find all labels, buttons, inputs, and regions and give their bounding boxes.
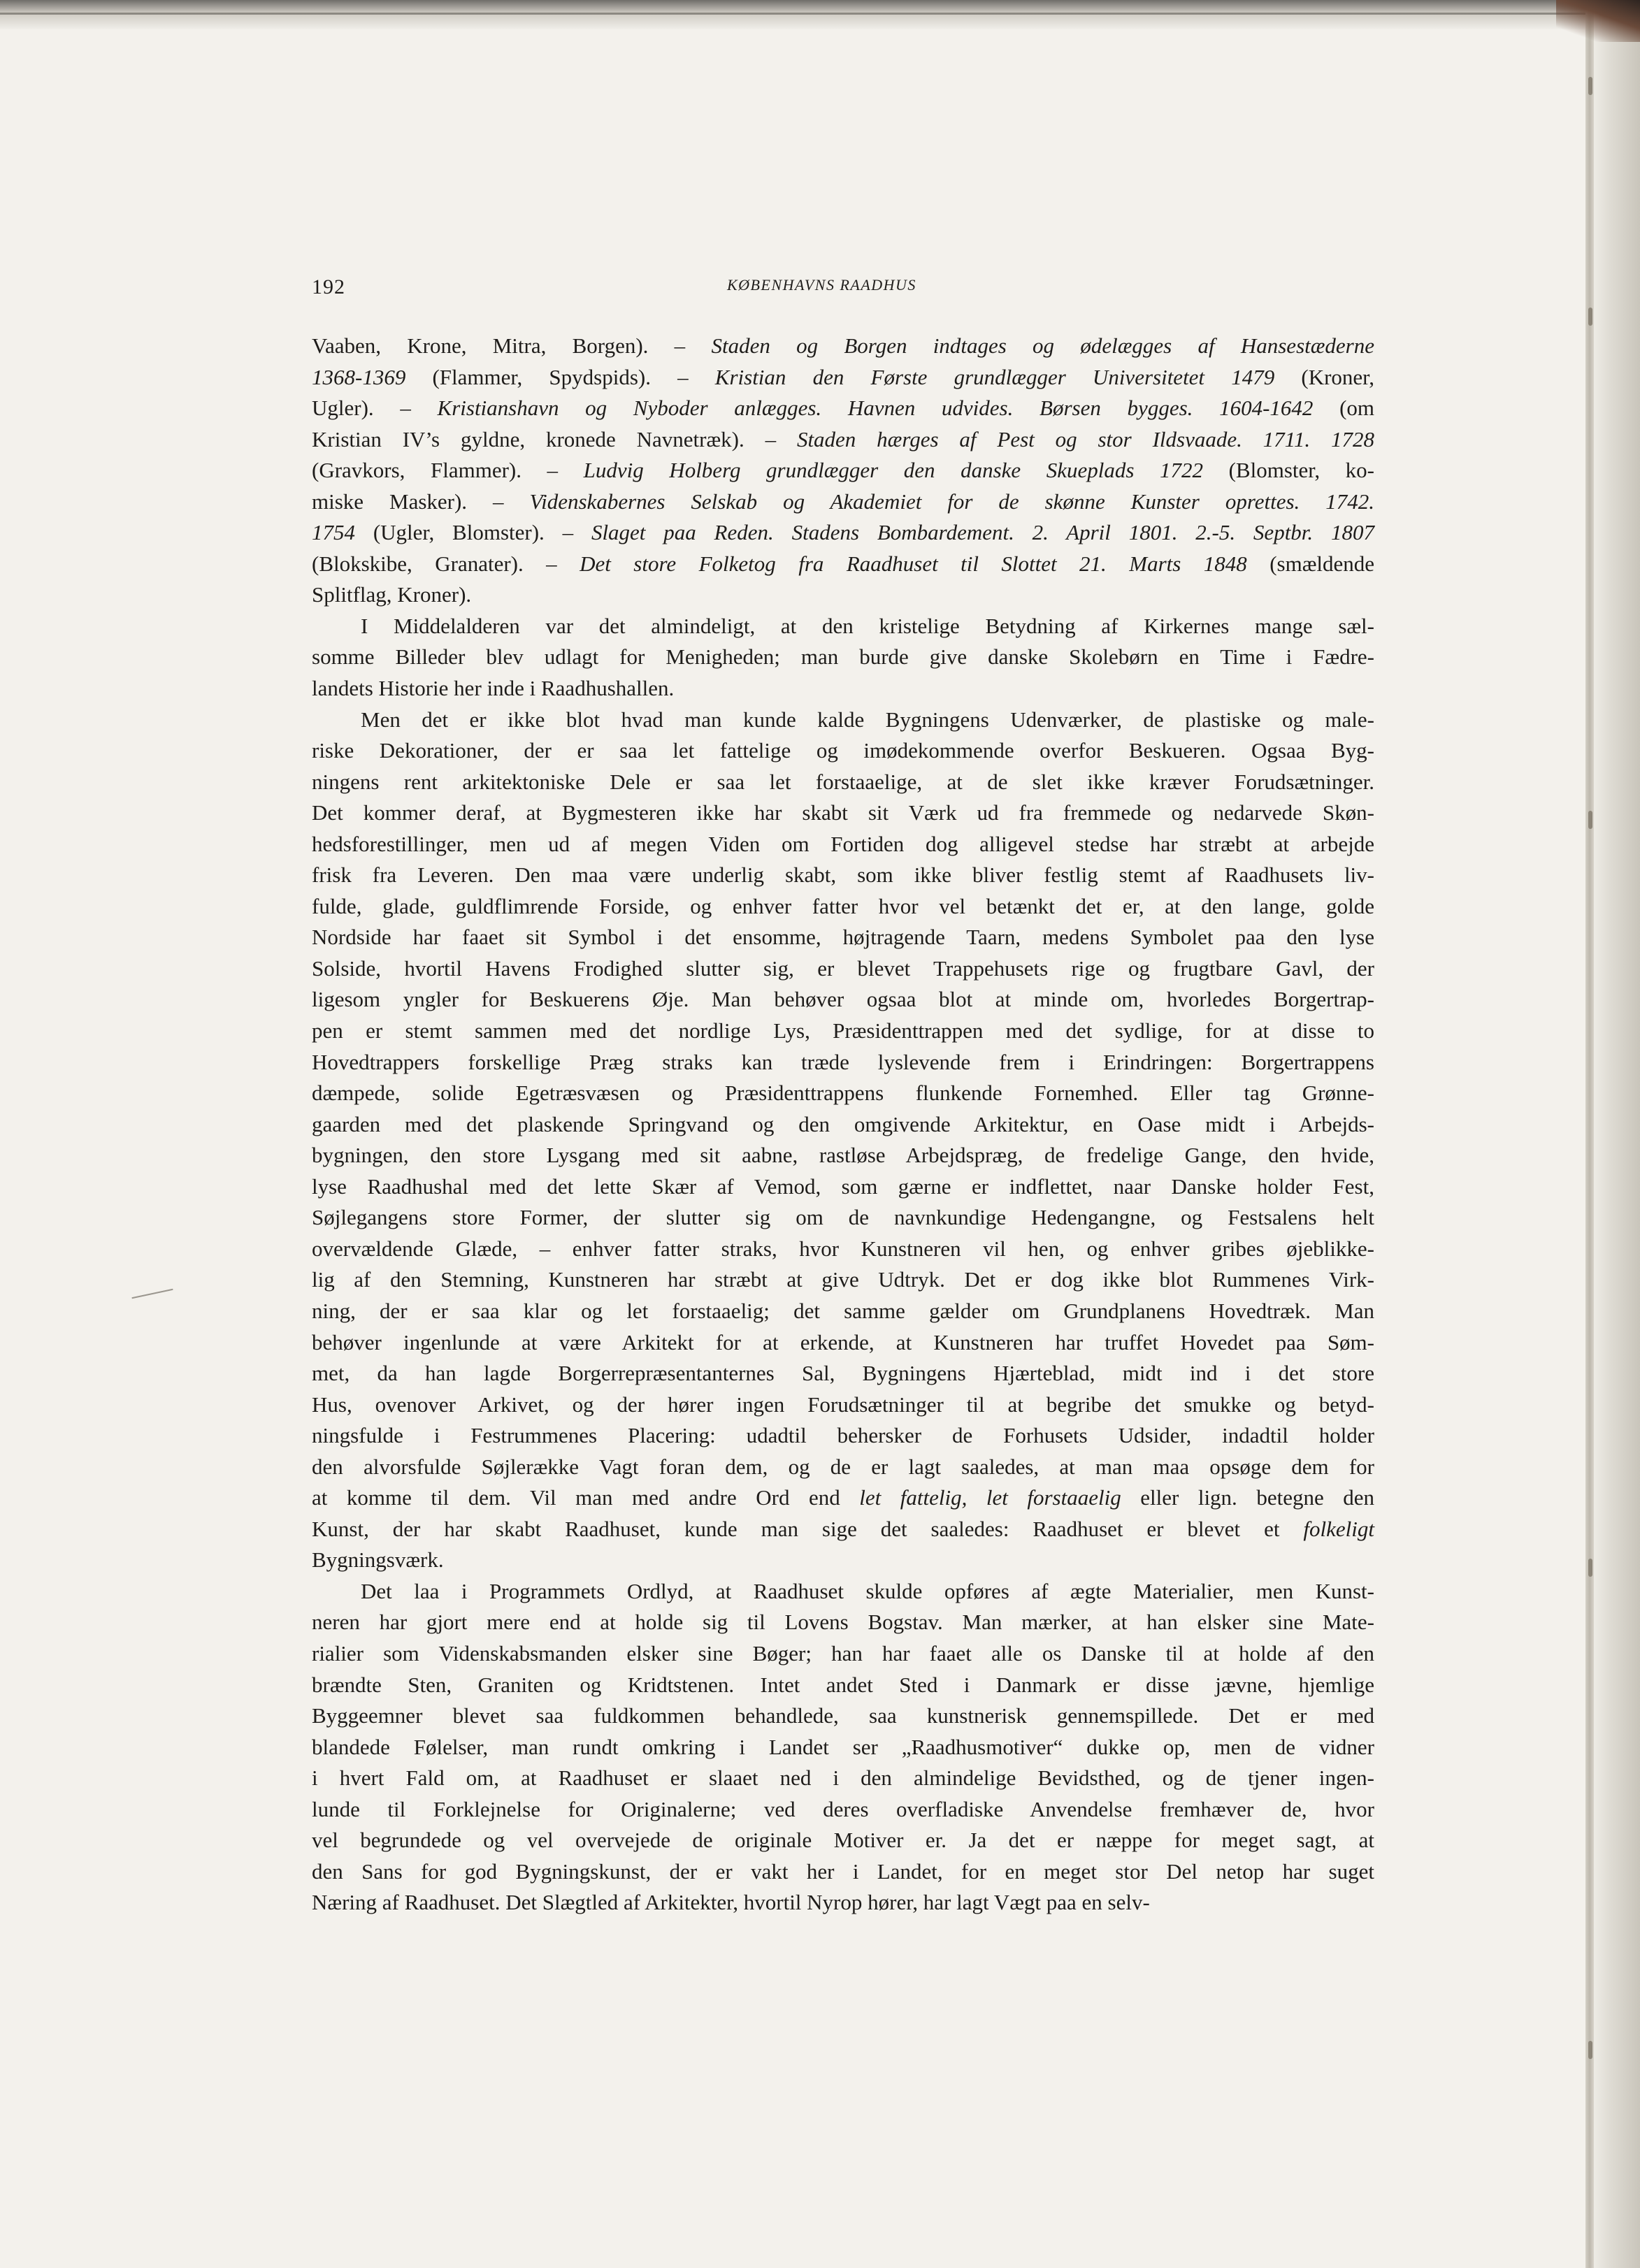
text-run: Kunst, der har skabt Raadhuset, kunde man sige det saaledes: Raadhuset er blevet et	[312, 1516, 1304, 1541]
text-line	[312, 1358, 1374, 1389]
text-line	[312, 1514, 1374, 1545]
text-run: Hovedtrappers forskellige Præg straks kan træde lyslevende frem i Erindringen: Borgertrappens	[312, 1049, 1374, 1074]
text-run: ning, der er saa klar og let forstaaelig; det samme gælder om Grundplanens Hovedtræk. Man	[312, 1298, 1374, 1323]
text-run: landets Historie her inde i Raadhushallen.	[312, 676, 675, 701]
text-line	[312, 1202, 1374, 1234]
italic-run: Kristian den Første grundlægger Universitetet 1479	[714, 364, 1275, 389]
book-cover-corner	[1556, 0, 1640, 42]
text-run: brændte Sten, Graniten og Kridtstenen. Intet andet Sted i Danmark er disse jævne, hjemlige	[312, 1672, 1374, 1697]
text-run: bygningen, den store Lysgang med sit aabne, rastløse Arbejdspræg, de fredelige Gange, den hvide,	[312, 1143, 1374, 1168]
text-run: Det kommer deraf, at Bygmesteren ikke har skabt sit Værk ud fra fremmede og nedarvede Skøn-	[312, 800, 1374, 825]
binding-thread-mark	[1588, 308, 1592, 326]
text-run: gaarden med det plaskende Springvand og den omgivende Arkitektur, en Oase midt i Arbejds-	[312, 1111, 1374, 1136]
italic-run: Kristianshavn og Nyboder anlægges. Havnen udvides. Børsen bygges. 1604-1642	[437, 396, 1314, 421]
text-run: Byggeemner blevet saa fuldkommen behandlede, saa kunstnerisk gennemspillede. Det er med	[312, 1703, 1374, 1728]
text-run: Det laa i Programmets Ordlyd, at Raadhuset skulde opføres af ægte Materialier, men Kunst-	[361, 1578, 1374, 1603]
text-run: ningens rent arkitektoniske Dele er saa let forstaaelige, at de slet ikke kræver Forudsætninger.	[312, 769, 1374, 794]
text-run: Hus, ovenover Arkivet, og der hører ingen Forudsætninger til at begribe det smukke og betyd-	[312, 1392, 1374, 1417]
text-run: (Kroner,	[1274, 364, 1375, 389]
text-run: overvældende Glæde, – enhver fatter straks, hvor Kunstneren vil hen, og enhver gribes øjeblikke-	[312, 1236, 1374, 1261]
text-run: ningsfulde i Festrummenes Placering: udadtil behersker de Forhusets Udsider, indadtil holder	[312, 1423, 1374, 1448]
book-gutter-edge	[1591, 0, 1640, 2268]
text-run: (om	[1313, 396, 1375, 421]
italic-run: Det store Folketog fra Raadhuset til Slottet 21. Marts 1848	[580, 551, 1247, 576]
text-line	[312, 984, 1374, 1016]
text-line	[312, 1825, 1374, 1856]
binding-thread-mark	[1588, 2041, 1592, 2059]
text-line	[312, 1420, 1374, 1452]
text-line	[312, 922, 1374, 953]
binding-thread-mark	[1588, 1559, 1592, 1577]
text-line	[312, 1264, 1374, 1296]
italic-run: 1754	[312, 520, 355, 545]
text-line	[312, 331, 1374, 362]
text-run: behøver ingenlunde at være Arkitekt for at erkende, at Kunstneren har truffet Hovedet paa Søm-	[312, 1329, 1374, 1355]
italic-run: Slaget paa Reden. Stadens Bombardement. 2. April 1801. 2.-5. Septbr. 1807	[591, 520, 1374, 545]
text-line	[312, 1109, 1374, 1141]
text-line	[312, 1327, 1374, 1359]
text-run: neren har gjort mere end at holde sig til Lovens Bogstav. Man mærker, at han elsker sine Mate-	[312, 1610, 1374, 1635]
text-run: eller lign. betegne den	[1121, 1485, 1374, 1510]
text-line	[312, 735, 1374, 767]
text-run: fulde, glade, guldflimrende Forside, og enhver fatter hvor vel betænkt det er, at den lange, golde	[312, 893, 1374, 918]
text-line	[312, 1794, 1374, 1826]
page-number: 192	[312, 275, 345, 298]
text-line	[312, 1389, 1374, 1421]
text-line	[312, 517, 1374, 549]
text-line	[312, 1545, 1374, 1576]
text-run: blandede Følelser, man rundt omkring i Landet ser „Raadhusmotiver“ dukke op, men de vidner	[312, 1734, 1374, 1759]
text-line	[312, 1296, 1374, 1327]
text-run: lunde til Forklejnelse for Originalerne; ved deres overfladiske Anvendelse fremhæver de, hvor	[312, 1796, 1374, 1821]
text-line	[312, 1482, 1374, 1514]
text-run: Splitflag, Kroner).	[312, 582, 472, 607]
text-line	[312, 1171, 1374, 1203]
text-line	[312, 486, 1374, 518]
text-run: Nordside har faaet sit Symbol i det ensomme, højtragende Taarn, medens Symbolet paa den lyse	[312, 925, 1374, 950]
italic-run: 1368-1369	[312, 364, 406, 389]
text-line	[312, 1638, 1374, 1670]
text-run: frisk fra Leveren. Den maa være underlig skabt, som ikke bliver festlig stemt af Raadhusets liv-	[312, 862, 1374, 888]
text-line	[312, 891, 1374, 923]
text-line	[312, 1234, 1374, 1265]
running-head: KØBENHAVNS RAADHUS	[727, 276, 916, 294]
text-line	[312, 1607, 1374, 1638]
text-line	[312, 393, 1374, 424]
text-run: i hvert Fald om, at Raadhuset er slaaet ned i den almindelige Bevidsthed, og de tjener ingen-	[312, 1765, 1374, 1791]
italic-run: folkeligt	[1303, 1516, 1374, 1541]
italic-run: let fattelig, let forstaaelig	[859, 1485, 1121, 1510]
body-text	[312, 331, 1374, 1919]
text-run: Ugler). –	[312, 396, 438, 421]
text-run: (Blomster, ko-	[1203, 458, 1374, 483]
text-run: Bygningsværk.	[312, 1547, 444, 1573]
text-line	[312, 953, 1374, 985]
text-line	[312, 579, 1374, 611]
text-run: (Flammer, Spydspids). –	[405, 364, 715, 389]
text-run: (Ugler, Blomster). –	[355, 520, 591, 545]
text-run: Solside, hvortil Havens Frodighed slutter sig, er blevet Trappehusets rige og frugtbare Gavl, der	[312, 955, 1374, 981]
italic-run: Staden og Borgen indtages og ødelægges af Hansestæderne	[711, 333, 1375, 358]
text-run: hedsforestillinger, men ud af megen Viden om Fortiden dog alligevel stedse har stræbt at arbejde	[312, 831, 1374, 856]
text-run: lig af den Stemning, Kunstneren har stræbt at give Udtryk. Det er dog ikke blot Rummenes Virk-	[312, 1267, 1374, 1292]
text-run: pen er stemt sammen med det nordlige Lys, Præsidenttrappen med det sydlige, for at disse to	[312, 1018, 1374, 1043]
italic-run: Videnskabernes Selskab og Akademiet for de skønne Kunster oprettes. 1742.	[529, 489, 1375, 514]
text-run: dæmpede, solide Egetræsvæsen og Præsidenttrappens flunkende Fornemhed. Eller tag Grønne-	[312, 1081, 1374, 1106]
text-line	[312, 549, 1374, 580]
text-run: rialier som Videnskabsmanden elsker sine Bøger; han har faaet alle os Danske til at holde af den	[312, 1640, 1374, 1666]
text-line	[312, 673, 1374, 705]
text-run: Næring af Raadhuset. Det Slægtled af Arkitekter, hvortil Nyrop hører, har lagt Vægt paa en selv-	[312, 1890, 1150, 1915]
text-line	[312, 1078, 1374, 1109]
text-run: met, da han lagde Borgerrepræsentanternes Sal, Bygningens Hjærteblad, midt ind i det store	[312, 1361, 1374, 1386]
text-run: ligesom yngler for Beskuerens Øje. Man behøver ogsaa blot at minde om, hvorledes Borgertrap-	[312, 987, 1374, 1012]
text-run: den alvorsfulde Søjlerække Vagt foran dem, og de er lagt saaledes, at man maa opsøge dem for	[312, 1454, 1374, 1479]
text-run: Vaaben, Krone, Mitra, Borgen). –	[312, 333, 712, 358]
text-line	[312, 424, 1374, 456]
text-line	[312, 1887, 1374, 1919]
text-run: miske Masker). –	[312, 489, 530, 514]
text-line	[312, 1140, 1374, 1171]
italic-run: Staden hærges af Pest og stor Ildsvaade. 1711. 1728	[796, 426, 1374, 452]
text-line	[312, 767, 1374, 798]
text-line	[312, 1576, 1374, 1608]
text-line	[312, 797, 1374, 829]
italic-run: Ludvig Holberg grundlægger den danske Skueplads 1722	[583, 458, 1204, 483]
text-line	[312, 1047, 1374, 1078]
text-run: Kristian IV’s gyldne, kronede Navnetræk). –	[312, 426, 797, 452]
text-run: I Middelalderen var det almindeligt, at den kristelige Betydning af Kirkernes mange sæl-	[361, 613, 1374, 638]
text-line	[312, 1452, 1374, 1483]
text-run: lyse Raadhushal med det lette Skær af Vemod, som gærne er indflettet, naar Danske holder Fest,	[312, 1173, 1374, 1199]
text-line	[312, 829, 1374, 860]
text-line	[312, 1016, 1374, 1047]
page-top-edge	[0, 0, 1640, 29]
text-run: (smældende	[1246, 551, 1374, 576]
text-line	[312, 1732, 1374, 1763]
text-run: den Sans for god Bygningskunst, der er vakt her i Landet, for en meget stor Del netop har suget	[312, 1858, 1374, 1884]
margin-pencil-mark	[131, 1289, 173, 1299]
text-run: Men det er ikke blot hvad man kunde kalde Bygningens Udenværker, de plastiske og male-	[361, 707, 1374, 732]
text-run: (Blokskibe, Granater). –	[312, 551, 580, 576]
text-line	[312, 1700, 1374, 1732]
binding-thread-mark	[1588, 77, 1592, 95]
text-line	[312, 705, 1374, 736]
text-line	[312, 1670, 1374, 1701]
text-run: somme Billeder blev udlagt for Menigheden; man burde give danske Skolebørn en Time i Fædre-	[312, 644, 1374, 670]
text-line	[312, 1856, 1374, 1888]
text-run: at komme til dem. Vil man med andre Ord end	[312, 1485, 860, 1510]
text-line	[312, 1763, 1374, 1794]
text-line	[312, 362, 1374, 393]
binding-stripe	[1585, 0, 1594, 2268]
text-line	[312, 642, 1374, 673]
text-line	[312, 611, 1374, 642]
text-run: vel begrundede og vel overvejede de originale Motiver er. Ja det er næppe for meget sagt, at	[312, 1828, 1374, 1853]
text-line	[312, 860, 1374, 891]
text-run: Søjlegangens store Former, der slutter sig om de navnkundige Hedengangne, og Festsalens helt	[312, 1205, 1374, 1230]
text-run: (Gravkors, Flammer). –	[312, 458, 584, 483]
text-run: riske Dekorationer, der er saa let fattelige og imødekommende overfor Beskueren. Ogsaa Byg-	[312, 738, 1374, 763]
text-line	[312, 455, 1374, 486]
binding-thread-mark	[1588, 811, 1592, 829]
